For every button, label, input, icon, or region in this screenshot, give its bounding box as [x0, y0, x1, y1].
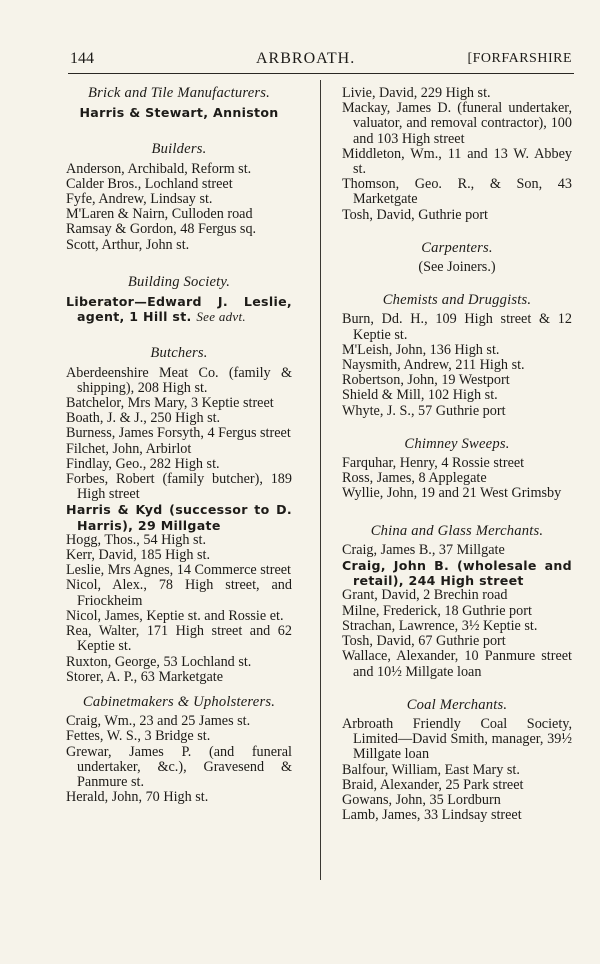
entry: Farquhar, Henry, 4 Rossie street	[342, 455, 525, 472]
entry: Balfour, William, East Mary st.	[342, 761, 520, 778]
entry: Craig, Wm., 23 and 25 James st.	[66, 713, 251, 730]
page-header	[70, 50, 572, 72]
entry: Harris & Kyd (successor to D. Harris), 29 Millgate	[66, 502, 292, 533]
entry: Burness, James Forsyth, 4 Fergus street	[66, 425, 291, 442]
entry: Batchelor, Mrs Mary, 3 Keptie street	[66, 395, 274, 412]
section-heading-china-glass: China and Glass Merchants.	[370, 522, 544, 539]
page-title: ARBROATH.	[256, 50, 356, 67]
entry: Anderson, Archibald, Reform st.	[66, 160, 252, 177]
entry: Aberdeenshire Meat Co. (family & shipping), 208 High st.	[66, 364, 292, 396]
entry: Robertson, John, 19 Westport	[342, 372, 510, 389]
entry: Livie, David, 229 High st.	[342, 85, 491, 101]
left-column	[66, 86, 292, 805]
entry: Lamb, James, 33 Lindsay street	[342, 807, 522, 824]
entry: Grant, David, 2 Brechin road	[342, 587, 508, 604]
section-heading-builders: Builders.	[151, 141, 207, 158]
entry: Naysmith, Andrew, 211 High st.	[342, 357, 525, 374]
entry: Kerr, David, 185 High st.	[66, 547, 211, 564]
entry: M'Laren & Nairn, Culloden road	[66, 206, 253, 223]
header-rule	[68, 73, 574, 74]
section-heading-cabinetmakers: Cabinetmakers & Upholsterers.	[82, 693, 276, 710]
entry: Whyte, J. S., 57 Guthrie port	[342, 402, 506, 419]
entry: Nicol, James, Keptie st. and Rossie et.	[66, 607, 284, 624]
entry: Findlay, Geo., 282 High st.	[66, 455, 220, 472]
entry: Herald, John, 70 High st.	[66, 789, 209, 806]
entry: Hogg, Thos., 54 High st.	[66, 531, 207, 548]
entry: Calder Bros., Lochland street	[66, 175, 233, 192]
see-advt-note: See advt.	[196, 309, 246, 325]
entry: Ross, James, 8 Applegate	[342, 470, 487, 487]
entry: Tosh, David, 67 Guthrie port	[342, 633, 506, 650]
entry: Middleton, Wm., 11 and 13 W. Abbey st.	[342, 145, 572, 178]
entry	[66, 294, 292, 324]
entry: Craig, James B., 37 Millgate	[342, 541, 505, 558]
section-heading-carpenters: Carpenters.	[421, 239, 493, 256]
entry: Rea, Walter, 171 High street and 62 Keptie st.	[66, 623, 292, 655]
section-heading-coal: Coal Merchants.	[406, 696, 508, 713]
county-section-label: [FORFARSHIRE	[467, 51, 572, 66]
entry: Leslie, Mrs Agnes, 14 Commerce street	[66, 562, 291, 579]
see-joiners-note: (See Joiners.)	[418, 259, 496, 276]
entry: Shield & Mill, 102 High st.	[342, 387, 498, 404]
section-heading-building-society: Building Society.	[127, 273, 231, 290]
entry: Storer, A. P., 63 Marketgate	[66, 668, 224, 685]
entry: Boath, J. & J., 250 High st.	[66, 410, 221, 427]
entry: Tosh, David, Guthrie port	[342, 206, 488, 223]
entry: Strachan, Lawrence, 3½ Keptie st.	[342, 617, 538, 634]
entry: Fyfe, Andrew, Lindsay st.	[66, 191, 213, 208]
entry: Braid, Alexander, 25 Park street	[342, 776, 524, 793]
entry: Forbes, Robert (family butcher), 189 High street	[66, 471, 292, 503]
entry: Arbroath Friendly Coal Society, Limited—David Smith, manager, 39½ Millgate loan	[342, 715, 572, 763]
entry: Ramsay & Gordon, 48 Fergus sq.	[66, 221, 257, 238]
entry: Ruxton, George, 53 Lochland st.	[66, 653, 252, 670]
entry: Mackay, James D. (funeral undertaker, valuator, and removal contractor), 100 and 103 High street	[342, 100, 572, 147]
entry: Milne, Frederick, 18 Guthrie port	[342, 602, 532, 619]
entry: Burn, Dd. H., 109 High street & 12 Keptie st.	[342, 311, 572, 343]
entry: Craig, John B. (wholesale and retail), 244 High street	[342, 558, 572, 589]
entry: Nicol, Alex., 78 High street, and Friockheim	[66, 577, 292, 609]
entry: Gowans, John, 35 Lordburn	[342, 791, 501, 808]
entry: Grewar, James P. (and funeral undertaker, &c.), Gravesend & Panmure st.	[66, 743, 292, 790]
section-heading-chemists: Chemists and Druggists.	[382, 292, 532, 309]
section-heading-brick: Brick and Tile Manufacturers.	[88, 85, 270, 101]
entry: Wyllie, John, 19 and 21 West Grimsby	[342, 485, 562, 502]
entry-text: Liberator—Edward J. Leslie, agent, 1 Hill st.	[66, 294, 292, 325]
right-column	[342, 86, 572, 823]
entry: Wallace, Alexander, 10 Panmure street and 10½ Millgate loan	[342, 648, 572, 680]
entry: Filchet, John, Arbirlot	[66, 440, 192, 457]
page-number: 144	[70, 50, 94, 67]
column-divider	[320, 80, 321, 880]
entry: M'Leish, John, 136 High st.	[342, 341, 500, 358]
section-heading-butchers: Butchers.	[150, 345, 208, 362]
entry: Scott, Arthur, John st.	[66, 236, 190, 253]
entry: Thomson, Geo. R., & Son, 43 Marketgate	[342, 176, 572, 208]
section-heading-chimney-sweeps: Chimney Sweeps.	[404, 435, 510, 452]
entry: Harris & Stewart, Anniston	[79, 105, 279, 121]
entry: Fettes, W. S., 3 Bridge st.	[66, 728, 211, 745]
